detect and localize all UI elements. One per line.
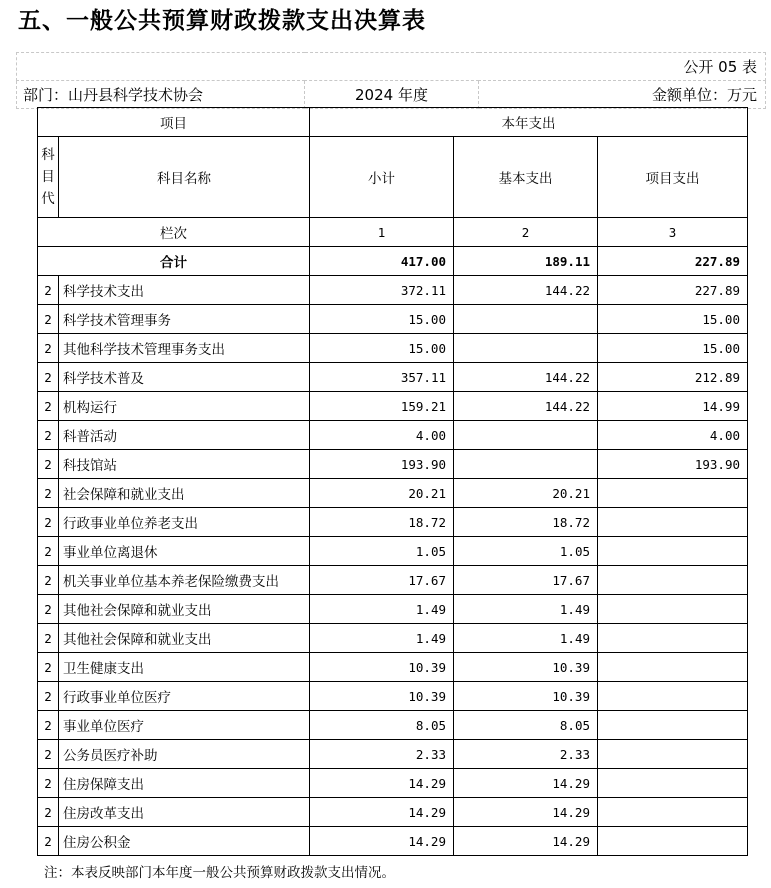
row-code: 2: [38, 740, 59, 769]
table-row: [38, 769, 748, 798]
table-row: [38, 711, 748, 740]
row-project: 14.99: [598, 392, 748, 421]
row-project: 212.89: [598, 363, 748, 392]
department-label: 部门：山丹县科学技术协会: [17, 81, 305, 109]
row-basic: 14.29: [454, 827, 598, 856]
row-basic: 144.22: [454, 363, 598, 392]
row-code: 2: [38, 769, 59, 798]
row-code: 2: [38, 653, 59, 682]
table-row: [38, 305, 748, 334]
row-code: 2: [38, 682, 59, 711]
column-index-1: 1: [310, 218, 454, 247]
row-subtotal: 14.29: [310, 769, 454, 798]
header-code-char: 科: [41, 147, 55, 163]
fiscal-year: 2024 年度: [305, 81, 479, 109]
total-basic: 189.11: [454, 247, 598, 276]
row-subtotal: 2.33: [310, 740, 454, 769]
row-basic: 18.72: [454, 508, 598, 537]
row-subtotal: 372.11: [310, 276, 454, 305]
total-row: [38, 247, 748, 276]
row-code: 2: [38, 305, 59, 334]
header-name: 科目名称: [59, 137, 310, 218]
table-row: [38, 827, 748, 856]
row-project: [598, 595, 748, 624]
table-row: [38, 798, 748, 827]
row-project: 193.90: [598, 450, 748, 479]
header-row-1: [38, 108, 748, 137]
row-subtotal: 15.00: [310, 305, 454, 334]
row-project: [598, 566, 748, 595]
row-name: 其他社会保障和就业支出: [59, 595, 310, 624]
amount-unit: 金额单位：万元: [479, 81, 766, 109]
row-subtotal: 8.05: [310, 711, 454, 740]
table-row: [38, 566, 748, 595]
row-basic: 1.05: [454, 537, 598, 566]
row-basic: 144.22: [454, 392, 598, 421]
row-name: 事业单位离退休: [59, 537, 310, 566]
row-project: 4.00: [598, 421, 748, 450]
row-name: 机关事业单位基本养老保险缴费支出: [59, 566, 310, 595]
row-code: 2: [38, 711, 59, 740]
row-name: 行政事业单位医疗: [59, 682, 310, 711]
table-row: [38, 682, 748, 711]
column-index-3: 3: [598, 218, 748, 247]
table-row: [38, 624, 748, 653]
row-project: [598, 798, 748, 827]
row-code: 2: [38, 450, 59, 479]
row-subtotal: 1.49: [310, 595, 454, 624]
row-name: 行政事业单位养老支出: [59, 508, 310, 537]
row-code: 2: [38, 537, 59, 566]
header-project: 项目支出: [598, 137, 748, 218]
table-row: [38, 653, 748, 682]
row-name: 科普活动: [59, 421, 310, 450]
row-code: 2: [38, 479, 59, 508]
row-name: 科学技术管理事务: [59, 305, 310, 334]
column-index-2: 2: [454, 218, 598, 247]
header-row-2: [38, 137, 748, 218]
row-name: 科学技术支出: [59, 276, 310, 305]
row-code: 2: [38, 595, 59, 624]
row-name: 科学技术普及: [59, 363, 310, 392]
row-basic: 14.29: [454, 798, 598, 827]
header-code-char: 目: [41, 169, 55, 185]
row-project: 227.89: [598, 276, 748, 305]
table-row: [38, 363, 748, 392]
total-project: 227.89: [598, 247, 748, 276]
header-basic: 基本支出: [454, 137, 598, 218]
row-name: 住房公积金: [59, 827, 310, 856]
table-row: [38, 450, 748, 479]
header-current-year: 本年支出: [310, 108, 748, 137]
row-subtotal: 1.49: [310, 624, 454, 653]
table-row: [38, 392, 748, 421]
total-label: 合计: [38, 247, 310, 276]
row-code: 2: [38, 566, 59, 595]
row-project: [598, 537, 748, 566]
header-code-char: 代: [41, 191, 55, 207]
row-project: [598, 740, 748, 769]
row-code: 2: [38, 827, 59, 856]
row-basic: 1.49: [454, 624, 598, 653]
row-project: 15.00: [598, 305, 748, 334]
row-project: [598, 508, 748, 537]
row-project: [598, 827, 748, 856]
row-basic: 10.39: [454, 653, 598, 682]
row-name: 其他社会保障和就业支出: [59, 624, 310, 653]
row-subtotal: 1.05: [310, 537, 454, 566]
row-basic: 10.39: [454, 682, 598, 711]
row-name: 社会保障和就业支出: [59, 479, 310, 508]
row-name: 住房保障支出: [59, 769, 310, 798]
row-basic: 17.67: [454, 566, 598, 595]
row-basic: 20.21: [454, 479, 598, 508]
row-code: 2: [38, 508, 59, 537]
row-subtotal: 10.39: [310, 682, 454, 711]
row-subtotal: 17.67: [310, 566, 454, 595]
table-row: [38, 334, 748, 363]
row-name: 科技馆站: [59, 450, 310, 479]
page-title: 五、一般公共预算财政拨款支出决算表: [18, 8, 426, 34]
row-project: [598, 653, 748, 682]
row-basic: 1.49: [454, 595, 598, 624]
table-row: [38, 508, 748, 537]
expenditure-table: [37, 107, 748, 856]
row-code: 2: [38, 363, 59, 392]
row-subtotal: 193.90: [310, 450, 454, 479]
meta-info-table: [16, 52, 766, 109]
row-name: 卫生健康支出: [59, 653, 310, 682]
table-row: [38, 276, 748, 305]
row-code: 2: [38, 276, 59, 305]
row-basic: 2.33: [454, 740, 598, 769]
row-subtotal: 18.72: [310, 508, 454, 537]
row-basic: [454, 334, 598, 363]
row-code: 2: [38, 334, 59, 363]
row-name: 其他科学技术管理事务支出: [59, 334, 310, 363]
row-subtotal: 15.00: [310, 334, 454, 363]
row-basic: 8.05: [454, 711, 598, 740]
row-name: 事业单位医疗: [59, 711, 310, 740]
row-subtotal: 10.39: [310, 653, 454, 682]
row-project: [598, 711, 748, 740]
row-basic: 144.22: [454, 276, 598, 305]
header-subtotal: 小计: [310, 137, 454, 218]
table-row: [38, 421, 748, 450]
row-project: [598, 769, 748, 798]
column-index-label: 栏次: [38, 218, 310, 247]
table-row: [38, 595, 748, 624]
row-project: [598, 624, 748, 653]
row-code: 2: [38, 421, 59, 450]
row-code: 2: [38, 392, 59, 421]
row-basic: [454, 450, 598, 479]
table-row: [38, 537, 748, 566]
row-project: [598, 682, 748, 711]
row-name: 住房改革支出: [59, 798, 310, 827]
table-row: [38, 479, 748, 508]
header-item: 项目: [38, 108, 310, 137]
row-subtotal: 14.29: [310, 827, 454, 856]
row-project: [598, 479, 748, 508]
row-code: 2: [38, 798, 59, 827]
column-index-row: [38, 218, 748, 247]
row-name: 公务员医疗补助: [59, 740, 310, 769]
row-name: 机构运行: [59, 392, 310, 421]
row-subtotal: 4.00: [310, 421, 454, 450]
footnote: 注：本表反映部门本年度一般公共预算财政拨款支出情况。: [44, 865, 395, 881]
header-code: [38, 137, 59, 218]
row-project: 15.00: [598, 334, 748, 363]
row-subtotal: 20.21: [310, 479, 454, 508]
row-subtotal: 14.29: [310, 798, 454, 827]
row-basic: 14.29: [454, 769, 598, 798]
table-row: [38, 740, 748, 769]
row-subtotal: 159.21: [310, 392, 454, 421]
row-basic: [454, 421, 598, 450]
row-subtotal: 357.11: [310, 363, 454, 392]
total-subtotal: 417.00: [310, 247, 454, 276]
row-code: 2: [38, 624, 59, 653]
row-basic: [454, 305, 598, 334]
table-number: 公开 05 表: [17, 53, 766, 81]
